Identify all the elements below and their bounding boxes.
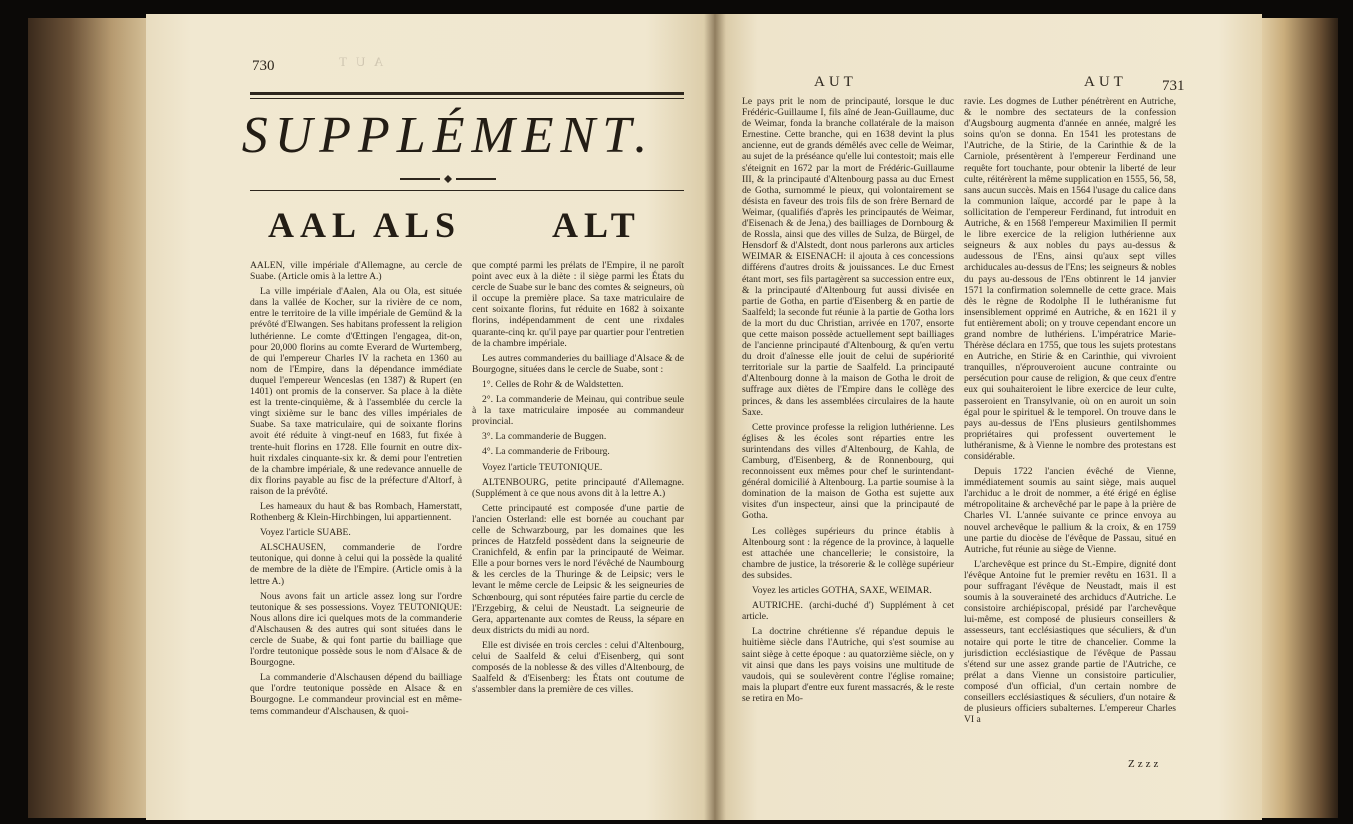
supplement-title: SUPPLÉMENT. bbox=[241, 107, 655, 164]
left-page bbox=[146, 14, 714, 820]
paragraph: Les collèges supérieurs du prince établis à Altenbourg sont : la régence de la province, à laquelle est attachée une chancellerie; le consistoire, la chambre de justice, la trésorerie & le collège supérieur des subsides. bbox=[742, 525, 954, 581]
right-folio: 731 bbox=[1162, 78, 1185, 94]
paragraph: AUTRICHE. (archi-duché d') Supplément à cet article. bbox=[742, 600, 954, 623]
left-page-column-1 bbox=[250, 260, 462, 721]
right-page-column-2 bbox=[964, 96, 1176, 729]
paragraph: Voyez l'article TEUTONIQUE. bbox=[482, 461, 603, 473]
paragraph: Les autres commanderies du bailliage d'Alsace & de Bourgogne, situées dans le cercle de Suabe, sont : bbox=[472, 352, 684, 375]
paragraph: Les hameaux du haut & bas Rombach, Hamerstatt, Rothenberg & Klein-Hirchbingen, lui appartiennent. bbox=[250, 500, 462, 524]
header-rule-top bbox=[250, 92, 684, 95]
paragraph: Nous avons fait un article assez long sur l'ordre teutonique & ses possessions. Voyez TEUTONIQUE: Nous allons dire ici quelques mots de la commanderie d'Alschausen & des autres qui sont situées dans le cercle de Suabe, & qui font partie du bailliage que l'ordre teutonique possède sous le nom d'Alsace & de Bourgogne. bbox=[250, 590, 462, 669]
paragraph: que compté parmi les prélats de l'Empire, il ne paroît point avec eux à la diète : il siège parmi les États du cercle de Suabe sur le banc des comtes & seigneurs, où il occupe la première place. Sa taxe matriculaire de cent soixante florins, fut réduite en 1682 à soixante florins, indépendamment de cent une rixdales quarante-cinq kr. qu'il paye par quartier pour l'entretien de la chambre impériale. bbox=[472, 260, 684, 349]
paragraph: 3°. La commanderie de Buggen. bbox=[482, 431, 607, 443]
title-rule bbox=[250, 190, 684, 191]
right-page-column-1 bbox=[742, 96, 954, 708]
signature-mark: Zzzz bbox=[1128, 758, 1162, 770]
book-gutter bbox=[704, 14, 726, 820]
column-heading-left: AAL ALS bbox=[268, 205, 462, 245]
paragraph: La commanderie d'Alschausen dépend du bailliage que l'ordre teutonique possède en Alsace & en Bourgogne. Le commandeur provincial est en même-tems commandeur d'Alschausen, & quoi- bbox=[250, 672, 462, 717]
left-page-column-2 bbox=[472, 260, 684, 699]
paragraph: Voyez les articles GOTHA, SAXE, WEIMAR. bbox=[752, 585, 932, 597]
paragraph: 4°. La commanderie de Fribourg. bbox=[482, 446, 610, 458]
left-folio: 730 bbox=[252, 58, 275, 74]
paragraph: 1°. Celles de Rohr & de Waldstetten. bbox=[482, 378, 624, 390]
paragraph: La ville impériale d'Aalen, Ala ou Ola, est située dans la vallée de Kocher, sur la rivière de ce nom, entre le territoire de la ville impériale de Gemünd & la prévôté d'Elwangen. Ses habitans professent la religion luthérienne. Le comte d'Œttingen l'engagea, dit-on, pour 20,000 florins au comte Everard de Wurtemberg, de qui l'empereur Charles IV la racheta en 1360 au nom de l'Empire, dans la dépendance immédiate duquel l'empereur Wenceslas (en 1387) & Rupert (en 1401) ont promis de la conserver. Sa place à la diète est la trente-cinquième, & à l'assemblée du cercle la vingt sixième sur le banc des villes impériales de Suabe. Sa taxe matriculaire, qui de soixante florins avoit été réduite à vingt-neuf en 1683, fut fixée à trente-huit florins en 1728. Elle fournit en outre dix-huit rixdales cinquante-six kr. & demi pour l'entretien de la chambre impériale, & une redevance annuelle de dix florins payable au fisc de la préfecture d'Altorf, à raison de la prévôté. bbox=[250, 286, 462, 497]
header-rule-bottom bbox=[250, 98, 684, 99]
paragraph: Cette province professe la religion luthérienne. Les églises & les écoles sont réparties entre les surintendans des villes d'Altenbourg, de Kahla, de Camburg, d'Eisenberg, & de Ronnenbourg, qui reconnoissent eux mêmes pour chef le surintendant-général domicilié à Altenbourg. La partie soumise à la domination de la maison de Gotha est sujette aux visites d'un inspecteur, ainsi que la principauté de Gotha. bbox=[742, 421, 954, 522]
paragraph: Cette principauté est composée d'une partie de l'ancien Osterland: elle est bornée au couchant par celle de Schwarzbourg, par les domaines que les princes de Hatzfeld possèdent dans la seigneurie de Cranichfeld, & enfin par la principauté de Weimar. Elle a pour bornes vers le nord l'évêché de Naumbourg & les cercles de la Thuringe & de Leipsic; vers le levant le même cercle de Leipsic & les seigneuries de Schœnbourg, qui sont réputées faire partie du cercle de l'Erzgebirg, & celui de Neustadt. La seigneurie de Gera, appartenante aux comtes de Reuss, la sépare en deux districts du midi au nord. bbox=[472, 502, 684, 636]
right-page bbox=[714, 14, 1262, 820]
paragraph: Depuis 1722 l'ancien évêché de Vienne, immédiatement soumis au saint siège, mais auquel l'archiduc a le droit de nommer, a été érigé en église métropolitaine & archevêché par le pape à la prière de Charles VI. L'année suivante ce prince envoya au nouvel archevêque le pallium & la croix, & en 1759 une partie du diocèse de l'évêque de Passau, situé en Autriche, fut réunie au siège de Vienne. bbox=[964, 466, 1176, 555]
open-book bbox=[28, 14, 1338, 818]
paragraph: L'archevêque est prince du St.-Empire, dignité dont l'évêque Antoine fut le premier revêtu en 1631. Il a pour suffragant l'évêque de Neustadt, mais il est soumis à la souveraineté des archiducs d'Autriche. Le consistoire archiépiscopal, présidé par l'archevêque lui-même, est composé de plusieurs conseillers & assesseurs, tant ecclésiastiques que séculiers, & d'un notaire qui porte le titre de chancelier. Comme la jurisdiction ecclésiastique de l'évêque de Passau s'étend sur une assez grande partie de l'Autriche, ce prélat a dans Vienne un consistoire particulier, composé d'un official, d'un certain nombre de conseillers ecclésiastiques & séculiers, d'un notaire & de plusieurs officiers subalternes. L'empereur Charles VI a bbox=[964, 558, 1176, 726]
paragraph: 2°. La commanderie de Meinau, qui contribue seule à la taxe matriculaire imposée au commandeur provincial. bbox=[472, 394, 684, 428]
running-head-right: AUT bbox=[1084, 74, 1127, 90]
paragraph: Le pays prit le nom de principauté, lorsque le duc Frédéric-Guillaume I, fils aîné de Jean-Guillaume, duc de Weimar, fonda la branche collatérale de la maison Ernestine. Cette branche, qui en 1638 devint la plus ancienne, eut de grands démêlés avec celle de Weimar, au sujet de la préséance qu'elle lui contestoit; mais elle s'éteignit en 1672 par la mort de Frédéric-Guillaume III, & la principauté d'Altenbourg passa au duc Ernest de Gotha, surnommé le pieux, qui volontairement se désista en faveur des trois fils de son frère Bernard de Weimar, (qualifiés d'après les principautés de Weimar, d'Eisenach & de Jena,) des bailliages de Dornbourg & de Rossla, ainsi que des villes de Sulza, de Bürgel, de Hensdorf & d'Alstedt, dont nous parlerons aux articles WEIMAR & EISENACH: il ajouta à ces concessions différens d'autres droits & jouissances. Le duc Ernest étant mort, ses fils partagèrent sa succession entre eux, & la principauté d'Altenbourg fut aussi divisée en partie de Gotha, en partie d'Eisenberg & en partie de Saalfeld; la seconde fut réunie à la partie de Gotha lors de la mort du duc Christian, arrivée en 1707, ensorte que cette maison possède actuellement sept bailliages de l'ancienne principauté d'Altenbourg, & qu'en vertu du droit d'aînesse elle jouit de celui de supériorité territoriale sur la partie de Saalfeld. La principauté d'Altenbourg donne à la maison de Gotha le droit de suffrage aux diètes de l'Empire dans le collège des princes, & dans les assemblées circulaires de la haute Saxe. bbox=[742, 96, 954, 418]
column-heading-right: ALT bbox=[552, 205, 641, 245]
paragraph: ALTENBOURG, petite principauté d'Allemagne. (Supplément à ce que nous avons dit à la lettre A.) bbox=[472, 476, 684, 499]
title-ornament bbox=[400, 174, 496, 184]
paragraph: AALEN, ville impériale d'Allemagne, au cercle de Suabe. (Article omis à la lettre A.) bbox=[250, 260, 462, 283]
running-head-left: AUT bbox=[814, 74, 857, 90]
paragraph: Voyez l'article SUABE. bbox=[260, 527, 351, 539]
paragraph: ALSCHAUSEN, commanderie de l'ordre teutonique, qui donne à celui qui la possède la qualité de membre de la diète de l'Empire. (Article omis à la lettre A.) bbox=[250, 542, 462, 587]
paragraph: Elle est divisée en trois cercles : celui d'Altenbourg, celui de Saalfeld & celui d'Eisenberg, qui sont composés de la noblesse & des villes d'Altenbourg, de Saalfeld & d'Eisenberg: les États ont coutume de s'assembler dans la première de ces villes. bbox=[472, 639, 684, 696]
show-through-text: A U T bbox=[336, 54, 384, 69]
paragraph: La doctrine chrétienne s'é répandue depuis le huitième siècle dans l'Autriche, qui s'est soumise au saint siège à cette époque : au quatorzième siècle, on y vit ainsi que dans les pays voisins une multitude de vaudois, qui se soulevèrent contre l'église romaine; mais la plupart d'entre eux furent massacrés, & le reste se retira en Mo- bbox=[742, 626, 954, 704]
paragraph: ravie. Les dogmes de Luther pénétrèrent en Autriche, & le nombre des sectateurs de la confession d'Augsbourg augmenta d'année en année, malgré les soins qu'on se donna. En 1541 les protestans de l'Autriche, de la Stirie, de la Carinthie & de la Carniole, présentèrent à l'empereur Ferdinand une requête fort touchante, pour obtenir la liberté de leur culte, réitérèrent la même supplication en 1555, 56, 58, sans aucun succès. Mais en 1564 l'usage du calice dans la communion laïque, accordé par le pape à la sollicitation de l'empereur Ferdinand, fut introduit en Autriche, & en 1568 l'empereur Maximilien II permit le libre exercice de la religion luthérienne aux seigneurs & aux nobles du pays au-dessus & audessous de l'Ens, ainsi qu'aux sept villes archiducales au-dessus de l'Ens; les seigneurs & nobles du pays au-dessous de l'Ens obtinrent le 14 janvier 1571 la confirmation solemnelle de cette grace. Mais dès le règne de Rodolphe II le luthéranisme fut insensiblement opprimé en Autriche, & en 1621 il y fut entièrement aboli; on y trouve cependant encore un grand nombre de luthériens. L'impératrice Marie-Thérèse déclara en 1755, que tous les sujets protestans en Autriche, en Stirie & en Carinthie, qui vivroient tranquilles, n'éprouveroient aucune contrainte ou persécution pour cause de religion, & que ceux d'entre eux qui souhaiteroient le libre exercice de leur culte, passeroient en Transylvanie, où on en auroit un soin égal pour le spirituel & le temporel. On trouve dans le pays au-dessus de l'Ens plusieurs gentilshommes propriétaires qui professent ouvertement le luthéranisme, & à Vienne le nombre des protestans est considérable. bbox=[964, 96, 1176, 462]
